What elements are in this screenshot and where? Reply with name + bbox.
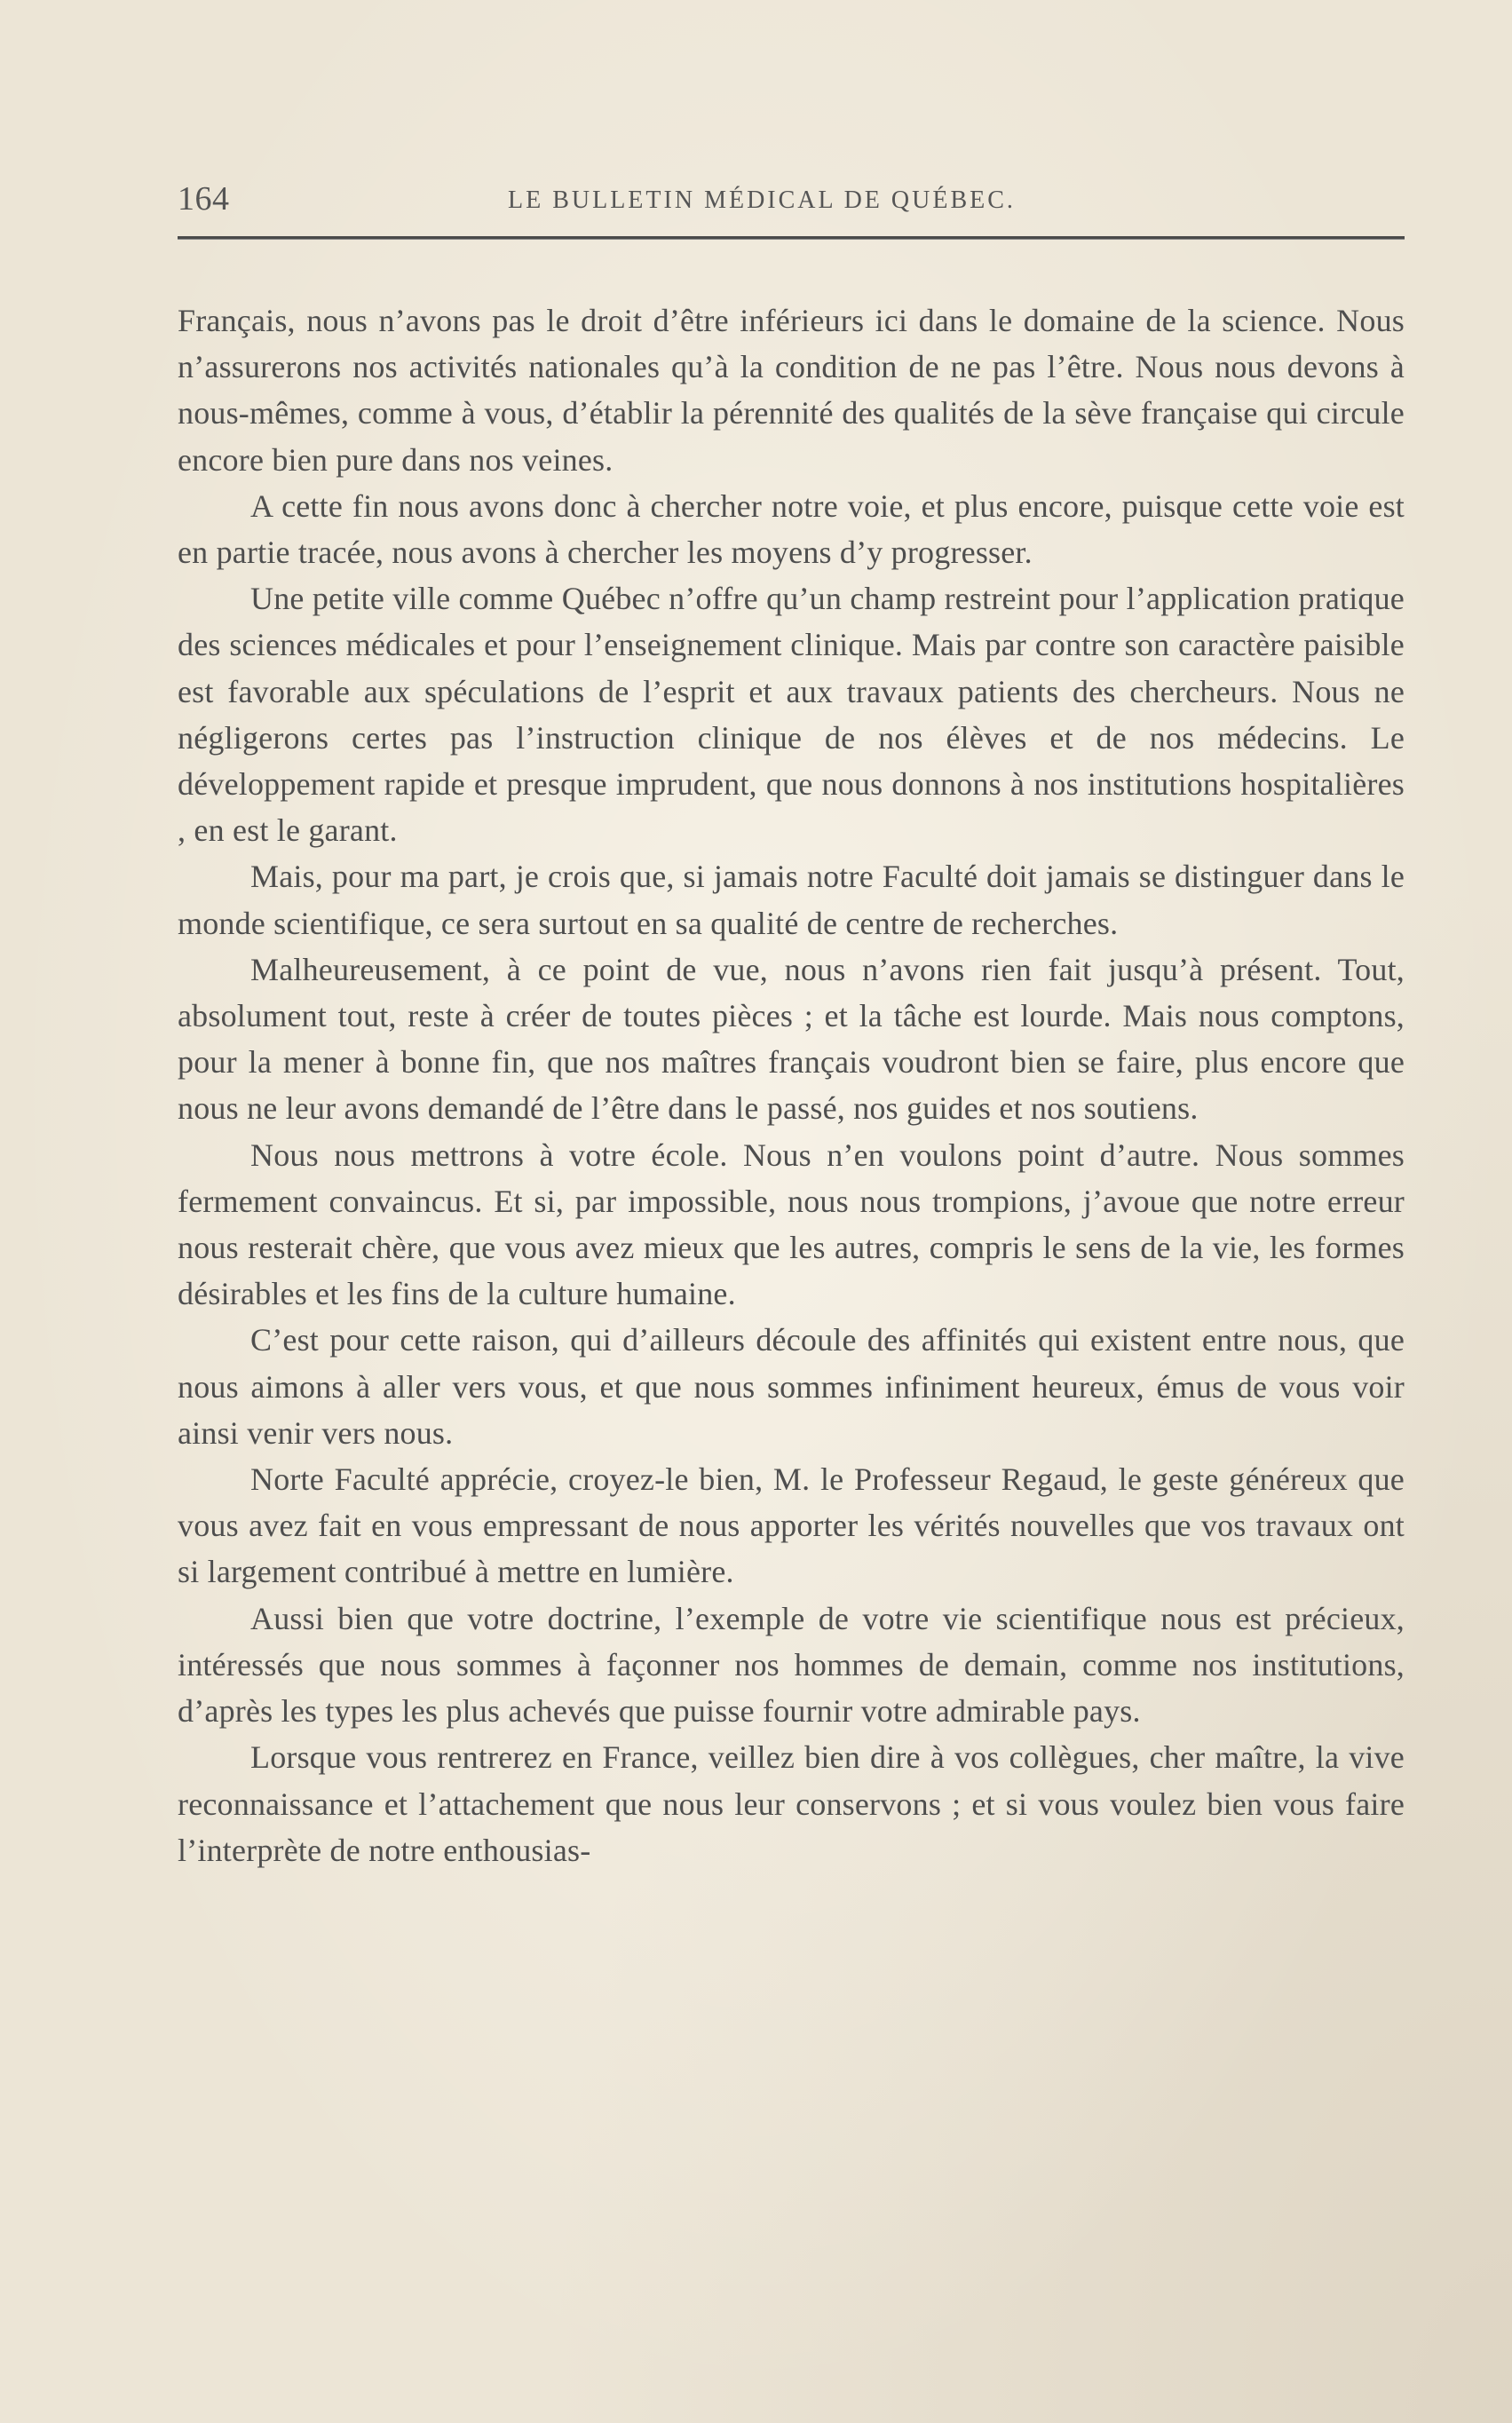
paragraph: Norte Faculté apprécie, croyez-le bien, M. le Professeur Regaud, le geste généreux que vous avez fait en vous empressant de nous apporter les vérités nouvelles que vos travaux ont si largement contribué à mettre en lumière. bbox=[178, 1461, 1405, 1590]
paragraph: Malheureusement, à ce point de vue, nous n’avons rien fait jusqu’à présent. Tout, absolument tout, reste à créer de toutes pièces ; et la tâche est lourde. Mais nous comptons, pour la mener à bonne fin, que nos maîtres français voudront bien se faire, plus encore que nous ne leur avons demandé de l’être dans le passé, nos guides et nos soutiens. bbox=[178, 951, 1405, 1127]
paragraph: Aussi bien que votre doctrine, l’exemple de votre vie scientifique nous est précieux, intéressés que nous sommes à façonner nos hommes de demain, comme nos institutions, d’après les types les plus achevés que puisse fournir votre admirable pays. bbox=[178, 1600, 1405, 1730]
body-text bbox=[178, 297, 1405, 1873]
paragraph: Nous nous mettrons à votre école. Nous n’en voulons point d’autre. Nous sommes fermement convaincus. Et si, par impossible, nous nous trompions, j’avoue que notre erreur nous resterait chère, que vous avez mieux que les autres, compris le sens de la vie, les formes désirables et les fins de la culture humaine. bbox=[178, 1136, 1405, 1312]
running-header bbox=[178, 160, 1405, 231]
journal-title: LE BULLETIN MÉDICAL DE QUÉBEC. bbox=[508, 186, 1016, 214]
paragraph: Français, nous n’avons pas le droit d’être inférieurs ici dans le domaine de la science. Nous n’assurerons nos activités nationales qu’à la condition de ne pas l’être. Nous nous devons à nous-mêmes, comme à vous, d’établir la pérennité des qualités de la sève française qui circule encore bien pure dans nos veines. bbox=[178, 303, 1405, 478]
document-page bbox=[178, 160, 1405, 1868]
header-rule bbox=[178, 236, 1405, 240]
page-number: 164 bbox=[178, 180, 230, 218]
paragraph: A cette fin nous avons donc à chercher notre voie, et plus encore, puisque cette voie est en partie tracée, nous avons à chercher les moyens d’y progresser. bbox=[178, 487, 1405, 571]
paragraph: Lorsque vous rentrerez en France, veillez bien dire à vos collègues, cher maître, la vive reconnaissance et l’attachement que nous leur conservons ; et si vous voulez bien vous faire l’interprète de notre enthousias- bbox=[178, 1739, 1405, 1868]
paragraph: C’est pour cette raison, qui d’ailleurs découle des affinités qui existent entre nous, que nous aimons à aller vers vous, et que nous sommes infiniment heureux, émus de vous voir ainsi venir vers nous. bbox=[178, 1322, 1405, 1451]
paragraph: Une petite ville comme Québec n’offre qu’un champ restreint pour l’application pratique des sciences médicales et pour l’enseignement clinique. Mais par contre son caractère paisible est favorable aux spéculations de l’esprit et aux travaux patients des chercheurs. Nous ne négligerons certes pas l’instruction clinique de nos élèves et de nos médecins. Le développement rapide et presque imprudent, que nous donnons à nos institutions hospitalières , en est le garant. bbox=[178, 581, 1405, 849]
paragraph: Mais, pour ma part, je crois que, si jamais notre Faculté doit jamais se distinguer dans le monde scientifique, ce sera surtout en sa qualité de centre de recherches. bbox=[178, 859, 1405, 941]
